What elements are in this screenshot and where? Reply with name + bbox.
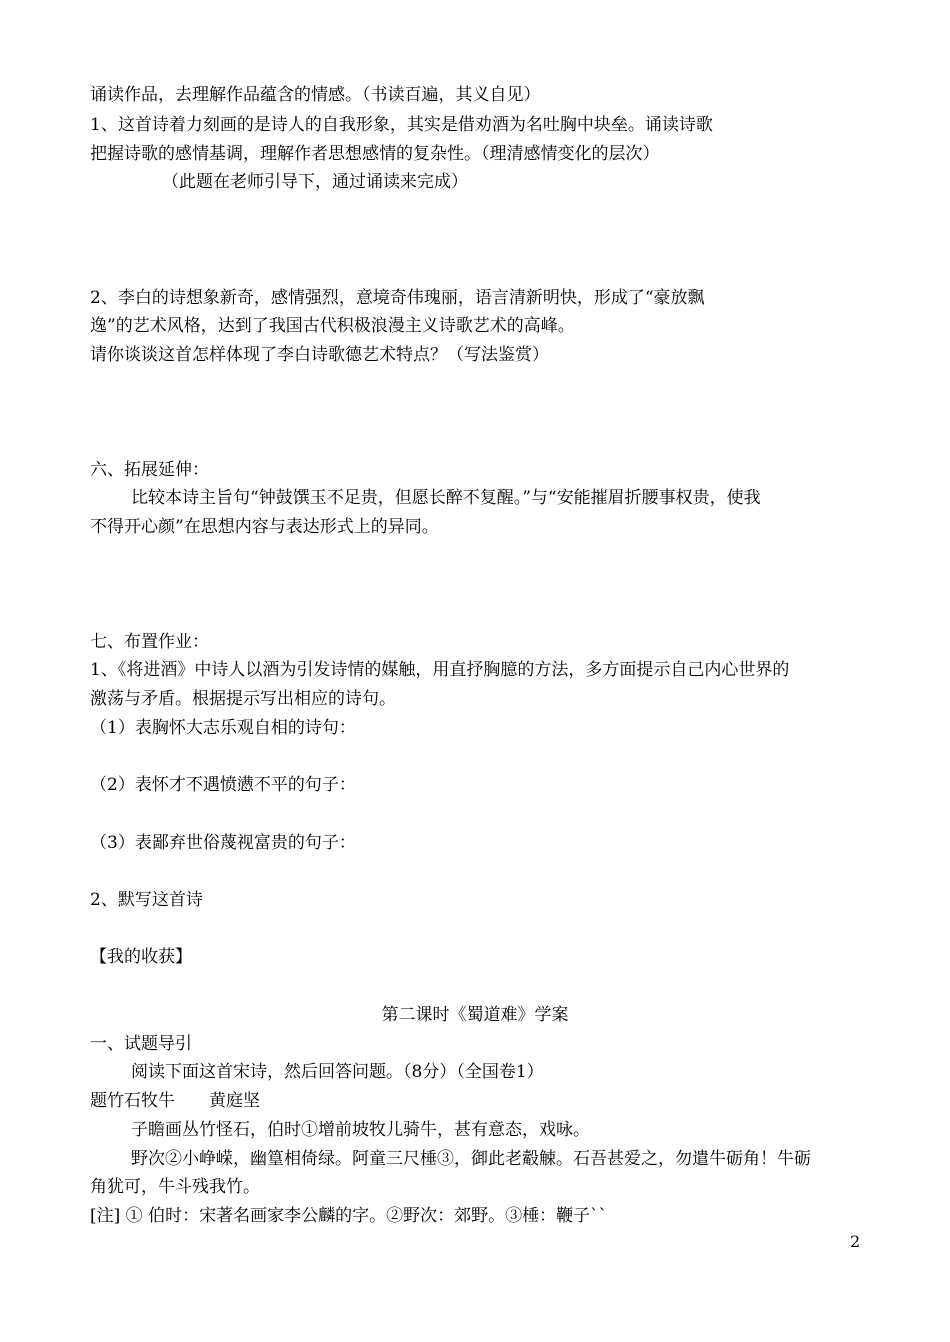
- paragraph-line: 把握诗歌的感情基调，理解作者思想感情的复杂性。（理清感情变化的层次）: [90, 144, 660, 164]
- teacher-note: （此题在老师引导下，通过诵读来完成）: [162, 172, 468, 192]
- homework-item-1: 1、《将进酒》中诗人以酒为引发诗情的媒触，用直抒胸臆的方法，多方面提示自己内心世界的: [90, 660, 790, 680]
- question-1-line: 1、这首诗着力刻画的是诗人的自我形象，其实是借劝酒为名吐胸中块垒。诵读诗歌: [90, 115, 713, 135]
- paragraph-line: 比较本诗主旨句“钟鼓馔玉不足贵，但愿长醉不复醒。”与“安能摧眉折腰事权贵，使我: [131, 488, 761, 508]
- lesson-title: 第二课时《蜀道难》学案: [381, 1005, 569, 1025]
- paragraph-line: 诵读作品，去理解作品蕴含的情感。（书读百遍，其义自见）: [90, 85, 541, 105]
- paragraph-line: 激荡与矛盾。根据提示写出相应的诗句。: [90, 689, 396, 709]
- paragraph-line: 请你谈谈这首怎样体现了李白诗歌德艺术特点？（写法鉴赏）: [90, 345, 549, 365]
- homework-subitem-3: （3）表鄙弃世俗蔑视富贵的句子：: [90, 833, 356, 853]
- poem-text: 角犹可，牛斗残我竹。: [90, 1177, 260, 1197]
- section-heading-extension: 六、拓展延伸：: [90, 460, 209, 480]
- poem-text: 野次②小峥嵘，幽篁相倚绿。阿童三尺棰③，御此老觳觫。石吾甚爱之，勿遣牛砺角！牛砺: [131, 1149, 811, 1169]
- homework-subitem-2: （2）表怀才不遇愤懑不平的句子：: [90, 775, 356, 795]
- paragraph-line: 逸”的艺术风格，达到了我国古代积极浪漫主义诗歌艺术的高峰。: [90, 316, 575, 336]
- poem-title: 题竹石牧牛 黄庭坚: [90, 1091, 260, 1111]
- section-heading-guide: 一、试题导引: [90, 1034, 192, 1054]
- question-prompt: 阅读下面这首宋诗，然后回答问题。（8分）（全国卷1）: [131, 1062, 544, 1082]
- poem-preface: 子瞻画丛竹怪石，伯时①增前坡牧儿骑牛，甚有意态，戏咏。: [131, 1120, 590, 1140]
- homework-item-2: 2、默写这首诗: [90, 890, 203, 910]
- paragraph-line: 不得开心颜”在思想内容与表达形式上的异同。: [90, 517, 439, 537]
- section-heading-homework: 七、布置作业：: [90, 632, 209, 652]
- homework-subitem-1: （1）表胸怀大志乐观自相的诗句：: [90, 718, 356, 738]
- question-2-line: 2、李白的诗想象新奇，感情强烈，意境奇伟瑰丽，语言清新明快，形成了“豪放飘: [90, 288, 705, 308]
- poem-notes: [注] ① 伯时：宋著名画家李公麟的字。②野次：郊野。③棰：鞭子``: [90, 1206, 608, 1226]
- page-number: 2: [850, 1232, 861, 1251]
- my-harvest-heading: 【我的收获】: [90, 947, 192, 967]
